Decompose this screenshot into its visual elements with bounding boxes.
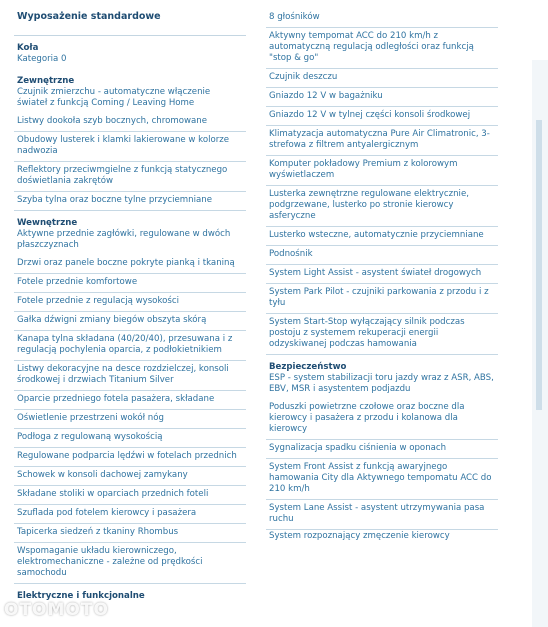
list-item: System Lane Assist - asystent utrzymywania pasa ruchu — [266, 500, 498, 530]
list-item: Kanapa tylna składana (40/20/40), przesuwana i z regulacją pochylenia oparcia, z podłokietnikiem — [14, 331, 246, 361]
list-item: Klimatyzacja automatyczna Pure Air Climatronic, 3-strefowa z filtrem antyalergicznym — [266, 126, 498, 156]
list-item: Oparcie przedniego fotela pasażera, składane — [14, 391, 246, 410]
list-item: Gniazdo 12 V w tylnej części konsoli środkowej — [266, 107, 498, 126]
list-item: Drzwi oraz panele boczne pokryte pianką i tkaniną — [14, 255, 246, 274]
list-item: Wspomaganie układu kierowniczego, elektromechaniczne - zależne od prędkości samochodu — [14, 543, 246, 584]
section-heading-electrical: Elektryczne i funkcjonalne — [17, 591, 145, 601]
list-item: System Light Assist - asystent świateł drogowych — [266, 265, 498, 284]
list-item: Reflektory przeciwmgielne z funkcją statycznego doświetlania zakrętów — [14, 162, 246, 192]
list-item: Sygnalizacja spadku ciśnienia w oponach — [266, 440, 498, 459]
list-item: System Front Assist z funkcją awaryjnego hamowania City dla Aktywnego tempomatu ACC do 210 km/h — [266, 459, 498, 500]
list-item: Czujnik zmierzchu - automatyczne włączenie świateł z funkcją Coming / Leaving Home — [17, 87, 211, 108]
list-item: Listwy dookoła szyb bocznych, chromowane — [14, 113, 246, 132]
list-item: Poduszki powietrzne czołowe oraz boczne dla kierowcy i pasażera z przodu i kolanowa dla kierowcy — [266, 399, 498, 440]
document-title: Wyposażenie standardowe — [14, 0, 246, 36]
list-item: System Start-Stop wyłączający silnik podczas postoju z systemem rekuperacji energii odzyskiwanej podczas hamowania — [266, 314, 498, 355]
list-item: Aktywny tempomat ACC do 210 km/h z automatyczną regulacją odległości oraz funkcją "stop & go" — [266, 28, 498, 69]
left-column — [14, 0, 246, 601]
section-heading-exterior: Zewnętrzne — [17, 76, 75, 86]
list-item: Składane stoliki w oparciach przednich foteli — [14, 486, 246, 505]
list-item: Aktywne przednie zagłówki, regulowane w dwóch płaszczyznach — [17, 229, 231, 250]
list-item: 8 głośników — [266, 0, 498, 28]
list-item: Kategoria 0 — [17, 54, 67, 64]
list-item: Fotele przednie komfortowe — [14, 274, 246, 293]
list-item: Tapicerka siedzeń z tkaniny Rhombus — [14, 524, 246, 543]
list-item: Obudowy lusterek i klamki lakierowane w kolorze nadwozia — [14, 132, 246, 162]
section-heading-wheels: Koła — [17, 43, 39, 53]
right-column — [266, 0, 498, 546]
page-edge-accent — [536, 120, 542, 410]
list-item: Listwy dekoracyjne na desce rozdzielczej, konsoli środkowej i drzwiach Titanium Silver — [14, 361, 246, 391]
watermark-logo: OTOMOTO — [4, 600, 109, 620]
list-item: Szyba tylna oraz boczne tylne przyciemniane — [14, 192, 246, 211]
list-item: Oświetlenie przestrzeni wokół nóg — [14, 410, 246, 429]
list-item: Gniazdo 12 V w bagażniku — [266, 88, 498, 107]
list-item: Komputer pokładowy Premium z kolorowym wyświetlaczem — [266, 156, 498, 186]
list-item: Schowek w konsoli dachowej zamykany — [14, 467, 246, 486]
list-item: Fotele przednie z regulacją wysokości — [14, 293, 246, 312]
list-item: Czujnik deszczu — [266, 69, 498, 88]
list-item: System Park Pilot - czujniki parkowania z przodu i z tyłu — [266, 284, 498, 314]
section-heading-safety: Bezpieczeństwo — [269, 362, 347, 372]
section-heading-interior: Wewnętrzne — [17, 218, 78, 228]
list-item: Szuflada pod fotelem kierowcy i pasażera — [14, 505, 246, 524]
list-item: Podłoga z regulowaną wysokością — [14, 429, 246, 448]
list-item: Lusterko wsteczne, automatycznie przyciemniane — [266, 227, 498, 246]
list-item: ESP - system stabilizacji toru jazdy wraz z ASR, ABS, EBV, MSR i asystentem podjazdu — [269, 373, 494, 394]
list-item: Lusterka zewnętrzne regulowane elektrycznie, podgrzewane, lusterko po stronie kierowcy asferyczne — [266, 186, 498, 227]
list-item: Podnośnik — [266, 246, 498, 265]
list-item: Regulowane podparcia lędźwi w fotelach przednich — [14, 448, 246, 467]
list-item: System rozpoznający zmęczenie kierowcy — [269, 531, 450, 541]
list-item: Gałka dźwigni zmiany biegów obszyta skórą — [14, 312, 246, 331]
